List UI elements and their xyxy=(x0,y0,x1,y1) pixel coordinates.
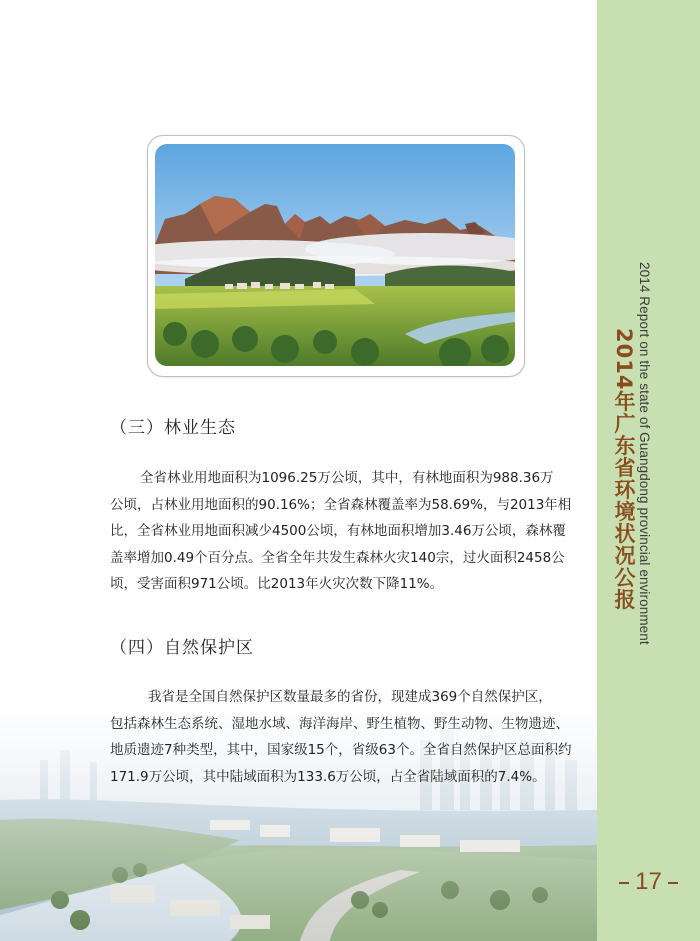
paragraph-line: 包括森林生态系统、湿地水域、海洋海岸、野生植物、野生动物、生物遗迹、 xyxy=(110,715,569,732)
paragraph-line: 比，全省林业用地面积减少4500公顷，有林地面积增加3.46万公顷，森林覆 xyxy=(110,523,566,539)
page-number xyxy=(597,868,700,896)
paragraph-line: 171.9万公顷，其中陆域面积为133.6万公顷，占全省陆域面积的7.4%。 xyxy=(110,768,546,785)
report-title-english: 2014 Report on the state of Guangdong provincial environment xyxy=(637,262,652,645)
landscape-photo xyxy=(155,144,515,366)
forestry-paragraph xyxy=(110,465,571,598)
paragraph-line: 公顷，占林业用地面积的90.16%；全省森林覆盖率为58.69%，与2013年相 xyxy=(110,496,572,513)
section-heading-nature-reserves: （四）自然保护区 xyxy=(110,638,254,658)
dash-right xyxy=(668,882,678,884)
dash-left xyxy=(619,882,629,884)
paragraph-line: 我省是全国自然保护区数量最多的省份，现建成369个自然保护区， xyxy=(148,689,552,705)
paragraph-line: 盖率增加0.49个百分点。全省全年共发生森林火灾140宗，过火面积2458公 xyxy=(110,549,565,566)
section-heading-forestry: （三）林业生态 xyxy=(110,418,236,438)
report-title-chinese: 2014年广东省环境状况公报 xyxy=(612,328,636,611)
page-number-text: 17 xyxy=(635,868,662,895)
paragraph-line: 顷，受害面积971公顷。比2013年火灾次数下降11%。 xyxy=(110,576,444,592)
paragraph-line: 地质遗迹7种类型，其中，国家级15个，省级63个。全省自然保护区总面积约 xyxy=(110,742,572,758)
nature-reserves-paragraph xyxy=(110,684,571,790)
paragraph-line: 全省林业用地面积为1096.25万公顷，其中，有林地面积为988.36万 xyxy=(140,470,554,486)
